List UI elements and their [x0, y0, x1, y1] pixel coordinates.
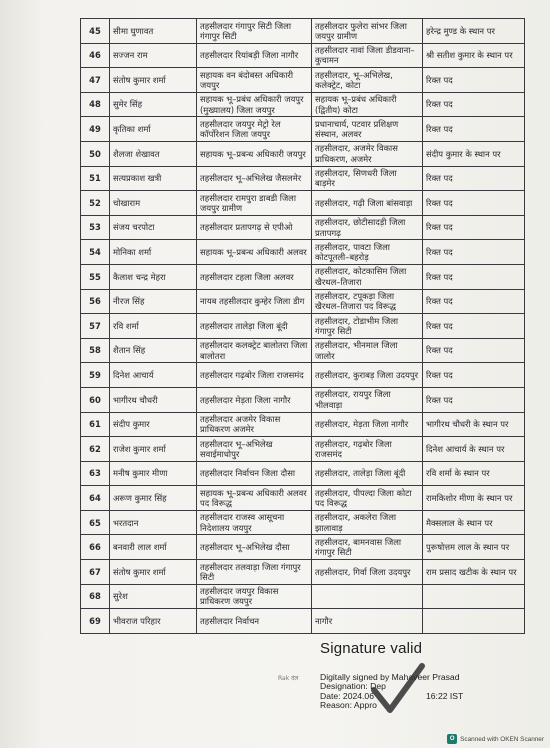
officer-name-cell: मनीष कुमार मीणा — [110, 461, 197, 486]
table-row — [81, 240, 525, 265]
officer-name-cell: सुरेश — [110, 584, 197, 609]
current-posting-cell: तहसीलदार रामपुरा डाबडी जिला जयपुर ग्रामीण — [197, 191, 312, 216]
serial-number-cell: 45 — [81, 19, 110, 44]
signature-designation: Designation: Dep — [320, 681, 386, 691]
officer-name-cell: संतोष कुमार शर्मा — [110, 68, 197, 93]
officer-name-cell: सीमा घुणावत — [110, 19, 197, 44]
current-posting-cell: तहसीलदार भू–अभिलेख जैसलमेर — [197, 166, 312, 191]
table-row — [81, 363, 525, 388]
new-posting-cell: तहसीलदार, तालेड़ा जिला बूंदी — [312, 461, 423, 486]
remark-cell: रिक्त पद — [423, 338, 525, 363]
current-posting-cell: तहसीलदार टहला जिला अलवर — [197, 264, 312, 289]
table-row — [81, 264, 525, 289]
table-row — [81, 68, 525, 93]
new-posting-cell: तहसीलदार, गढ़ी जिला बांसवाड़ा — [312, 191, 423, 216]
remark-cell: रिक्त पद — [423, 68, 525, 93]
officer-name-cell: शैलजा शेखावत — [110, 141, 197, 166]
table-row — [81, 535, 525, 560]
remark-cell — [423, 584, 525, 609]
serial-number-cell: 69 — [81, 609, 110, 634]
new-posting-cell: तहसीलदार, टोडाभीम जिला गंगापुर सिटी — [312, 314, 423, 339]
remark-cell: रामकिशोर मीणा के स्थान पर — [423, 486, 525, 511]
table-row — [81, 609, 525, 634]
new-posting-cell: तहसीलदार, गढ़बोर जिला राजसमंद — [312, 437, 423, 462]
remark-cell: रवि शर्मा के स्थान पर — [423, 461, 525, 486]
current-posting-cell: तहसीलदार जयपुर विकास प्राधिकरण जयपुर — [197, 584, 312, 609]
signature-reason: Reason: Appro — [320, 700, 377, 710]
serial-number-cell: 62 — [81, 437, 110, 462]
serial-number-cell: 67 — [81, 560, 110, 585]
remark-cell: संदीप कुमार के स्थान पर — [423, 141, 525, 166]
serial-number-cell: 54 — [81, 240, 110, 265]
scanner-watermark — [447, 734, 544, 744]
serial-number-cell: 48 — [81, 92, 110, 117]
table-row — [81, 191, 525, 216]
remark-cell: भागीरथ चौधरी के स्थान पर — [423, 412, 525, 437]
current-posting-cell: तहसीलदार तालेड़ा जिला बूंदी — [197, 314, 312, 339]
remark-cell: रिक्त पद — [423, 363, 525, 388]
table-row — [81, 560, 525, 585]
remark-cell: रिक्त पद — [423, 240, 525, 265]
officer-name-cell: संजय चरपोटा — [110, 215, 197, 240]
officer-name-cell: सत्यप्रकाश खत्री — [110, 166, 197, 191]
table-row — [81, 412, 525, 437]
scanner-logo-icon: O — [447, 734, 457, 744]
current-posting-cell: तहसीलदार निर्वाचन जिला दौसा — [197, 461, 312, 486]
serial-number-cell: 55 — [81, 264, 110, 289]
current-posting-cell: तहसीलदार राजस्व आसूचना निदेशालय जयपुर — [197, 510, 312, 535]
signature-check-icon — [368, 660, 428, 720]
table-row — [81, 510, 525, 535]
officer-name-cell: शैतान सिंह — [110, 338, 197, 363]
new-posting-cell: तहसीलदार, पीपल्दा जिला कोटा पद विरूद्ध — [312, 486, 423, 511]
signature-time: 16:22 IST — [426, 691, 464, 701]
officer-name-cell: बनवारी लाल शर्मा — [110, 535, 197, 560]
current-posting-cell: सहायक भू–प्रबंध अधिकारी जयपुर (मुख्यालय) जिला जयपुर — [197, 92, 312, 117]
signature-date: Date: 2024.06 — [320, 691, 374, 701]
serial-number-cell: 57 — [81, 314, 110, 339]
officer-name-cell: नीरज सिंह — [110, 289, 197, 314]
serial-number-cell: 46 — [81, 43, 110, 68]
remark-cell: पुरूषोत्तम लाल के स्थान पर — [423, 535, 525, 560]
remark-cell: रिक्त पद — [423, 314, 525, 339]
remark-cell: रिक्त पद — [423, 387, 525, 412]
serial-number-cell: 47 — [81, 68, 110, 93]
current-posting-cell: तहसीलदार प्रतापगढ़ से एपीओ — [197, 215, 312, 240]
new-posting-cell: तहसीलदार फुलेरा सांभर जिला जयपुर ग्रामीण — [312, 19, 423, 44]
remark-cell: मैक्सलाल के स्थान पर — [423, 510, 525, 535]
remark-cell: दिनेश आचार्य के स्थान पर — [423, 437, 525, 462]
new-posting-cell: नागौर — [312, 609, 423, 634]
officer-name-cell: राजेश कुमार शर्मा — [110, 437, 197, 462]
serial-number-cell: 58 — [81, 338, 110, 363]
current-posting-cell: नायब तहसीलदार कुम्हेर जिला डीग — [197, 289, 312, 314]
current-posting-cell: तहसीलदार गंगापुर सिटी जिला गंगापुर सिटी — [197, 19, 312, 44]
new-posting-cell: तहसीलदार, सिणधरी जिला बाड़मेर — [312, 166, 423, 191]
table-row — [81, 166, 525, 191]
serial-number-cell: 52 — [81, 191, 110, 216]
current-posting-cell: सहायक भू–प्रबन्ध अधिकारी अलवर — [197, 240, 312, 265]
serial-number-cell: 64 — [81, 486, 110, 511]
serial-number-cell: 59 — [81, 363, 110, 388]
transfer-list-table — [80, 18, 525, 634]
serial-number-cell: 49 — [81, 117, 110, 142]
table-row — [81, 289, 525, 314]
new-posting-cell: तहसीलदार, कुराबड़ जिला उदयपुर — [312, 363, 423, 388]
new-posting-cell: सहायक भू–प्रबंध अधिकारी (द्वितीय) कोटा — [312, 92, 423, 117]
new-posting-cell: तहसीलदार, बामनवास जिला गंगापुर सिटी — [312, 535, 423, 560]
new-posting-cell: तहसीलदार, कोटकासिम जिला खैरथल–तिजारा — [312, 264, 423, 289]
remark-cell: राम प्रसाद खटीक के स्थान पर — [423, 560, 525, 585]
table-row — [81, 314, 525, 339]
current-posting-cell: तहसीलदार रियांबड़ी जिला नागौर — [197, 43, 312, 68]
remark-cell: रिक्त पद — [423, 92, 525, 117]
officer-name-cell: संदीप कुमार — [110, 412, 197, 437]
table-body — [81, 19, 525, 634]
new-posting-cell: तहसीलदार, गिर्वा जिला उदयपुर — [312, 560, 423, 585]
current-posting-cell: तहसीलदार निर्वाचन — [197, 609, 312, 634]
table-row — [81, 141, 525, 166]
officer-name-cell: मोनिका शर्मा — [110, 240, 197, 265]
remark-cell: हरेन्द्र मुण्ड के स्थान पर — [423, 19, 525, 44]
current-posting-cell: तहसीलदार कलक्ट्रेट बालोतरा जिला बालोतरा — [197, 338, 312, 363]
new-posting-cell: तहसीलदार, रायपुर जिला भीलवाड़ा — [312, 387, 423, 412]
table-row — [81, 338, 525, 363]
officer-name-cell: चोखाराम — [110, 191, 197, 216]
officer-name-cell: सज्जन राम — [110, 43, 197, 68]
table-row — [81, 19, 525, 44]
table-row — [81, 461, 525, 486]
officer-name-cell: दिनेश आचार्य — [110, 363, 197, 388]
officer-name-cell: भरतदान — [110, 510, 197, 535]
current-posting-cell: तहसीलदार भू–अभिलेख दौसा — [197, 535, 312, 560]
new-posting-cell: तहसीलदार, अजमेर विकास प्राधिकरण, अजमेर — [312, 141, 423, 166]
table-row — [81, 387, 525, 412]
remark-cell: रिक्त पद — [423, 117, 525, 142]
new-posting-cell: तहसीलदार, भू–अभिलेख, कलेक्ट्रेट, कोटा — [312, 68, 423, 93]
table-row — [81, 43, 525, 68]
table-row — [81, 584, 525, 609]
remark-cell — [423, 609, 525, 634]
remark-cell: रिक्त पद — [423, 191, 525, 216]
table-row — [81, 437, 525, 462]
officer-name-cell: कैलाश चन्द्र मेहरा — [110, 264, 197, 289]
new-posting-cell: प्रधानाचार्य, पटवार प्रशिक्षण संस्थान, अलवर — [312, 117, 423, 142]
stamp-mark: Rak दंल — [278, 675, 299, 682]
current-posting-cell: तहसीलदार गढ़बोर जिला राजसमंद — [197, 363, 312, 388]
new-posting-cell: तहसीलदार नावां जिला डीडवाना–कुचामन — [312, 43, 423, 68]
current-posting-cell: तहसीलदार जयपुर मेट्रो रेल कॉर्पोरेशन जिला जयपुर — [197, 117, 312, 142]
serial-number-cell: 60 — [81, 387, 110, 412]
current-posting-cell: सहायक वन बंदोबस्त अधिकारी जयपुर — [197, 68, 312, 93]
new-posting-cell — [312, 584, 423, 609]
remark-cell: श्री सतीश कुमार के स्थान पर — [423, 43, 525, 68]
current-posting-cell: सहायक भू–प्रबन्ध अधिकारी अलवर पद विरूद्ध — [197, 486, 312, 511]
new-posting-cell: तहसीलदार, पावटा जिला कोटपूतली–बहरोड़ — [312, 240, 423, 265]
serial-number-cell: 53 — [81, 215, 110, 240]
table-row — [81, 117, 525, 142]
remark-cell: रिक्त पद — [423, 215, 525, 240]
officer-name-cell: संतोष कुमार शर्मा — [110, 560, 197, 585]
serial-number-cell: 63 — [81, 461, 110, 486]
scanner-label: Scanned with OKEN Scanner — [460, 735, 544, 743]
new-posting-cell: तहसीलदार, मेड़ता जिला नागौर — [312, 412, 423, 437]
serial-number-cell: 66 — [81, 535, 110, 560]
remark-cell: रिक्त पद — [423, 166, 525, 191]
officer-name-cell: सुमेर सिंह — [110, 92, 197, 117]
new-posting-cell: तहसीलदार, अकलेरा जिला झालावाड़ — [312, 510, 423, 535]
table-row — [81, 486, 525, 511]
remark-cell: रिक्त पद — [423, 289, 525, 314]
signature-title: Signature valid — [320, 640, 423, 657]
officer-name-cell: भीवराज परिहार — [110, 609, 197, 634]
current-posting-cell: तहसीलदार मेड़ता जिला नागौर — [197, 387, 312, 412]
new-posting-cell: तहसीलदार, टपूकड़ा जिला खैरथल–तिजारा पद विरूद्ध — [312, 289, 423, 314]
signature-signed-by: Digitally signed by Mahaveer Prasad — [320, 672, 460, 682]
current-posting-cell: सहायक भू–प्रबन्ध अधिकारी जयपुर — [197, 141, 312, 166]
current-posting-cell: तहसीलदार तलवाड़ा जिला गंगापुर सिटी — [197, 560, 312, 585]
new-posting-cell: तहसीलदार, भीनमाल जिला जालोर — [312, 338, 423, 363]
serial-number-cell: 50 — [81, 141, 110, 166]
officer-name-cell: भागीरथ चौधरी — [110, 387, 197, 412]
serial-number-cell: 51 — [81, 166, 110, 191]
table-row — [81, 92, 525, 117]
serial-number-cell: 56 — [81, 289, 110, 314]
officer-name-cell: अरूण कुमार सिंह — [110, 486, 197, 511]
serial-number-cell: 65 — [81, 510, 110, 535]
current-posting-cell: तहसीलदार अजमेर विकास प्राधिकरण अजमेर — [197, 412, 312, 437]
serial-number-cell: 68 — [81, 584, 110, 609]
officer-name-cell: रवि शर्मा — [110, 314, 197, 339]
table-row — [81, 215, 525, 240]
current-posting-cell: तहसीलदार भू–अभिलेख सवाईमाधोपुर — [197, 437, 312, 462]
officer-name-cell: कृतिका शर्मा — [110, 117, 197, 142]
remark-cell: रिक्त पद — [423, 264, 525, 289]
new-posting-cell: तहसीलदार, छोटीसादड़ी जिला प्रतापगढ़ — [312, 215, 423, 240]
serial-number-cell: 61 — [81, 412, 110, 437]
